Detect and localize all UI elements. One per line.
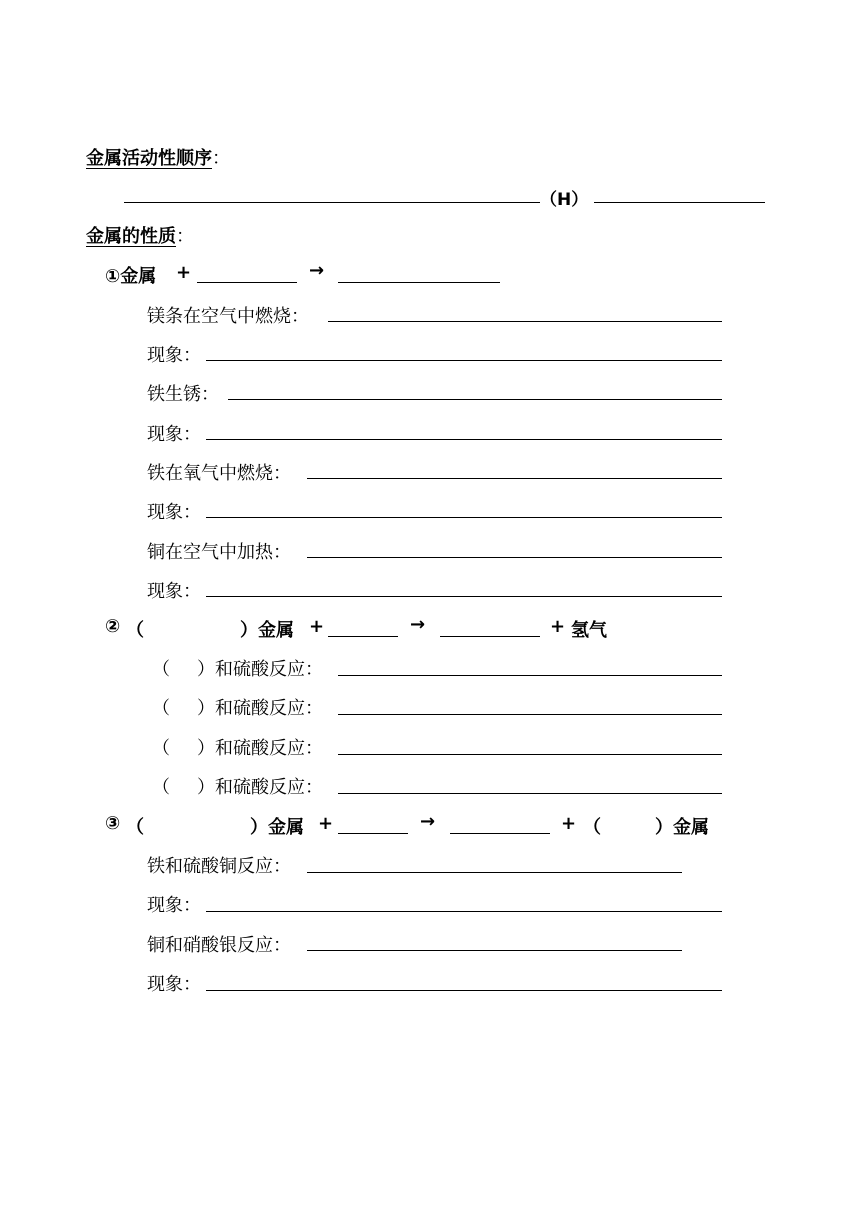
- part1-arrow: →: [309, 260, 325, 281]
- section-properties-heading: 金属的性质：: [86, 226, 194, 247]
- part2-product-blank[interactable]: [440, 636, 540, 637]
- part1-item-label: 现象：: [147, 581, 201, 602]
- part2-item-label: ）和硫酸反应：: [197, 659, 323, 680]
- part2-plus: +: [309, 616, 325, 637]
- part3-reactant-blank[interactable]: [338, 833, 408, 834]
- part2-item-blank[interactable]: [338, 754, 722, 755]
- part1-item-blank[interactable]: [206, 517, 722, 518]
- part2-item-label: ）和硫酸反应：: [197, 738, 323, 759]
- part3-lparen: （: [126, 817, 144, 838]
- part2-item-lparen: （: [152, 659, 170, 680]
- section-activity-title: 金属活动性顺序: [86, 148, 212, 169]
- part3-item-label: 现象：: [147, 974, 201, 995]
- part1-marker: ①金属: [105, 266, 157, 287]
- part2-item-label: ）和硫酸反应：: [197, 698, 323, 719]
- part3-item-blank[interactable]: [206, 911, 722, 912]
- part2-marker: ②: [105, 616, 121, 637]
- part1-item-label: 现象：: [147, 502, 201, 523]
- part2-item-blank[interactable]: [338, 714, 722, 715]
- part3-item-blank[interactable]: [307, 872, 682, 873]
- section-activity-heading: 金属活动性顺序：: [86, 148, 230, 169]
- part2-item-lparen: （: [152, 738, 170, 759]
- part1-item-label: 铁生锈：: [147, 384, 219, 405]
- section-properties-title: 金属的性质: [86, 226, 176, 247]
- part2-lparen: （: [126, 620, 144, 641]
- part1-reactant-blank[interactable]: [197, 282, 297, 283]
- part2-item-label: ）和硫酸反应：: [197, 777, 323, 798]
- part3-plus: +: [318, 813, 334, 834]
- part3-lparen2: （: [583, 817, 601, 838]
- part3-metal2: ）金属: [655, 817, 709, 838]
- part1-item-blank[interactable]: [328, 321, 722, 322]
- part2-arrow: →: [410, 614, 426, 635]
- part1-item-label: 现象：: [147, 424, 201, 445]
- part1-item-blank[interactable]: [206, 360, 722, 361]
- part1-item-blank[interactable]: [307, 557, 722, 558]
- part3-plus2: +: [561, 813, 577, 834]
- part2-metal: ）金属: [240, 620, 294, 641]
- part3-marker: ③: [105, 813, 121, 834]
- part3-arrow: →: [420, 811, 436, 832]
- part3-item-label: 现象：: [147, 895, 201, 916]
- hydrogen-marker: （H）: [540, 190, 589, 210]
- part1-item-blank[interactable]: [206, 596, 722, 597]
- part3-metal: ）金属: [250, 817, 304, 838]
- part1-item-label: 铜在空气中加热：: [147, 542, 291, 563]
- part1-item-blank[interactable]: [228, 399, 722, 400]
- part3-item-label: 铜和硝酸银反应：: [147, 935, 291, 956]
- activity-series-blank-left[interactable]: [124, 202, 540, 203]
- part2-item-lparen: （: [152, 698, 170, 719]
- part3-product-blank[interactable]: [450, 833, 550, 834]
- part2-plus2: +: [550, 616, 566, 637]
- part1-item-label: 铁在氧气中燃烧：: [147, 463, 291, 484]
- part1-item-label: 镁条在空气中燃烧：: [147, 306, 309, 327]
- part1-product-blank[interactable]: [338, 282, 500, 283]
- part2-reactant-blank[interactable]: [328, 636, 398, 637]
- activity-series-blank-right[interactable]: [594, 202, 765, 203]
- part2-item-lparen: （: [152, 777, 170, 798]
- part1-item-blank[interactable]: [206, 439, 722, 440]
- part2-item-blank[interactable]: [338, 793, 722, 794]
- part2-hydrogen: 氢气: [571, 620, 607, 641]
- part1-plus: +: [176, 262, 192, 283]
- part3-item-label: 铁和硫酸铜反应：: [147, 856, 291, 877]
- part1-item-blank[interactable]: [307, 478, 722, 479]
- part1-item-label: 现象：: [147, 345, 201, 366]
- part3-item-blank[interactable]: [307, 950, 682, 951]
- part2-item-blank[interactable]: [338, 675, 722, 676]
- part3-item-blank[interactable]: [206, 990, 722, 991]
